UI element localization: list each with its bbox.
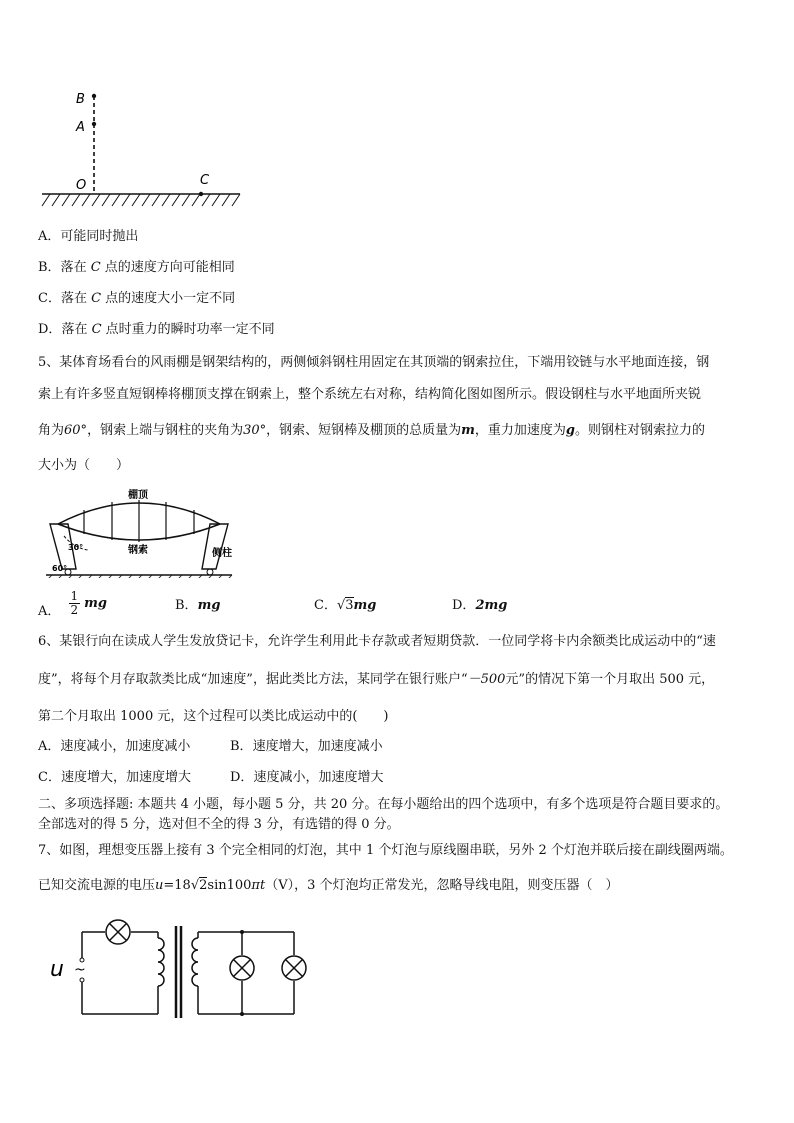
ac-tilde-label: ~ (74, 962, 86, 978)
q5-option-a: A． $\frac{1}{2}$ mg (38, 589, 108, 619)
q5-stem-line3: 角为60°，钢索上端与钢柱的夹角为30°，钢索、短钢棒及棚顶的总质量为m，重力加速度为g。则钢柱对钢索拉力的 (38, 423, 706, 438)
pillar-label: 侧柱 (212, 548, 232, 559)
q5-option-b: B．mg (175, 598, 221, 613)
q5-stem-line2: 索上有许多竖直短钢棒将棚顶支撑在钢索上，整个系统左右对称，结构简化图如图所示。假设钢柱与水平地面所夹锐 (38, 387, 702, 402)
q6-stem-line2: 度”，将每个月存取款类比成“加速度”，据此类比方法，某同学在银行账户“－500元”的情况下第一个月取出 500 元， (38, 672, 715, 687)
section2-heading-line2: 全部选对的得 5 分，选对但不全的得 3 分，有选错的得 0 分。 (38, 817, 400, 832)
transformer-circuit-figure (48, 916, 318, 1020)
q6-stem-line1: 6、某银行向在读成人学生发放贷记卡，允许学生利用此卡存款或者短期贷款．一位同学将卡内余额类比成运动中的“速 (38, 634, 716, 649)
q5-stem-line1: 5、某体育场看台的风雨棚是钢架结构的，两侧倾斜钢柱用固定在其顶端的钢索拉住，下端用铰链与水平地面连接，钢 (38, 355, 710, 370)
q6-option-b: B．速度增大，加速度减小 (230, 739, 383, 754)
q7-stem-line1: 7、如图，理想变压器上接有 3 个完全相同的灯泡，其中 1 个灯泡与原线圈串联，另外 2 个灯泡并联后接在副线圈两端。 (38, 843, 733, 858)
label-c: C (200, 173, 210, 188)
q5-option-c: C．√3mg (314, 598, 377, 613)
q4-option-b: B．落在 C 点的速度方向可能相同 (38, 260, 235, 275)
q6-stem-line3: 第二个月取出 1000 元，这个过程可以类比成运动中的( ) (38, 709, 389, 724)
angle-60-label: 60° (52, 564, 68, 573)
roof-label: 棚顶 (128, 490, 148, 501)
label-o: O (76, 178, 87, 193)
q4-option-d: D．落在 C 点时重力的瞬时功率一定不同 (38, 322, 275, 337)
q6-option-d: D．速度减小，加速度增大 (230, 770, 384, 785)
q5-stem-line4: 大小为（ ） (38, 458, 130, 473)
cable-label: 钢索 (128, 545, 148, 556)
q4-option-a: A．可能同时抛出 (38, 229, 139, 244)
angle-30-label: 30° (68, 543, 84, 552)
q4-option-c: C．落在 C 点的速度大小一定不同 (38, 291, 236, 306)
q5-option-d: D．2mg (452, 598, 508, 613)
canopy-figure (44, 486, 234, 578)
section2-heading-line1: 二、多项选择题: 本题共 4 小题，每小题 5 分，共 20 分。在每小题给出的四个选项中，有多个选项是符合题目要求的。 (38, 797, 729, 812)
q6-option-c: C．速度增大，加速度增大 (38, 770, 191, 785)
label-b: B (76, 92, 85, 107)
label-a: A (76, 120, 85, 135)
q6-option-a: A．速度减小，加速度减小 (38, 739, 191, 754)
projectile-figure (36, 86, 246, 212)
q7-stem-line2: 已知交流电源的电压u=18√2sin100πt（V），3 个灯泡均正常发光，忽略导线电阻，则变压器（ ） (38, 878, 619, 893)
source-u-label: u (50, 957, 64, 982)
